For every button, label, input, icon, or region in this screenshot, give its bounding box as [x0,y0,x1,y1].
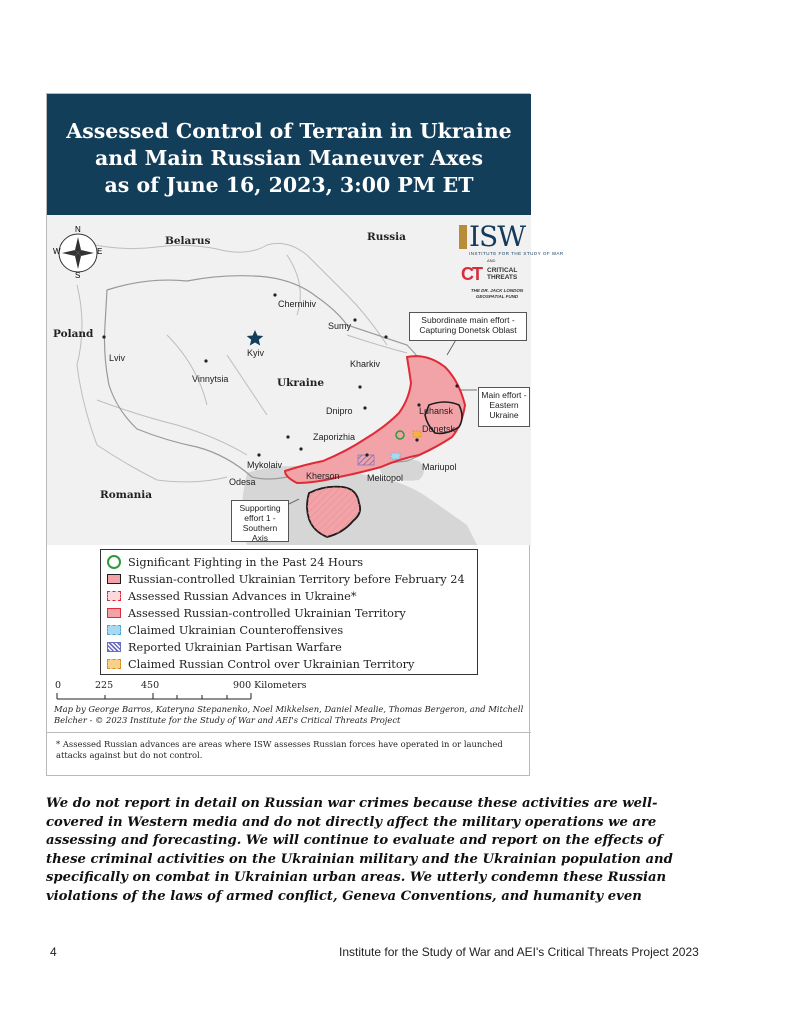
footer-org: Institute for the Study of War and AEI's Critical Threats Project 2023 [339,945,699,959]
city-label-sumy: Sumy [328,321,352,331]
city-dot-kharkiv [384,335,387,338]
compass-s-label: S [75,271,81,280]
legend-label: Assessed Russian Advances in Ukraine* [128,589,357,603]
scale-tick-900: 900 Kilometers [233,680,307,691]
pink-swatch-icon [107,574,121,584]
map-title-line-3: as of June 16, 2023, 3:00 PM ET [104,173,474,197]
claimed-russian-area [413,431,421,437]
compass-e-label: E [97,247,103,256]
body-paragraph [46,795,746,906]
isw-logo-text: ISW [469,220,526,253]
city-dot-dnipro [358,385,361,388]
body-line: We do not report in detail on Russian war crimes because these activities are well- [46,796,658,811]
legend-label: Reported Ukrainian Partisan Warfare [128,640,342,654]
city-dot-chernihiv [273,293,276,296]
city-label-kharkiv: Kharkiv [350,359,381,369]
map-title-banner [47,94,531,215]
city-label-mariupol: Mariupol [422,462,457,472]
hatched-swatch-icon [107,642,121,652]
body-line: covered in Western media and do not directly affect the military operations we are [46,814,657,830]
red-dashed-swatch-icon [107,591,121,601]
scale-tick-225: 225 [95,680,114,691]
blue-dashed-swatch-icon [107,625,121,635]
geospatial-fund-text: THE DR. JACK LONDON GEOSPATIAL FUND [470,288,524,299]
country-label-belarus: Belarus [165,235,211,247]
legend-label: Assessed Russian-controlled Ukrainian Territory [128,606,406,620]
city-dot-odesa [257,453,260,456]
legend-label: Russian-controlled Ukrainian Territory before February 24 [128,572,465,586]
divider [47,732,531,733]
city-label-kherson: Kherson [306,471,340,481]
city-label-vinnytsia: Vinnytsia [192,374,229,384]
body-line: violations of the laws of armed conflict, Geneva Conventions, and humanity even [46,888,642,904]
partisan-area [358,455,374,465]
city-dot-kherson [299,447,302,450]
city-label-kyiv: Kyiv [247,348,265,358]
scale-tick-0: 0 [55,680,62,691]
map-legend [100,549,478,675]
legend-item-partisan [107,639,342,655]
compass-w-label: W [53,247,61,256]
map-figure [46,93,564,776]
isw-logo-icon [459,225,467,249]
ukrainian-counter-area [391,453,400,459]
body-line: these criminal activities on the Ukrainian military and the Ukrainian population and [46,851,673,867]
legend-item-ukrainian-counter [107,622,343,638]
scale-bar [55,680,355,702]
legend-item-claimed-russian [107,656,414,672]
city-label-chernihiv: Chernihiv [278,299,317,309]
callout-subordinate-effort: Subordinate main effort - Capturing Donetsk Oblast [409,312,527,341]
logo-block [457,220,564,308]
city-dot-melitopol [365,453,368,456]
city-label-dnipro: Dnipro [326,406,353,416]
legend-item-russian-advances [107,588,357,604]
legend-item-fighting [107,554,363,570]
city-label-odesa: Odesa [229,477,256,487]
map-title-line-2: and Main Russian Maneuver Axes [94,146,484,170]
city-label-luhansk: Luhansk [419,406,454,416]
ct-logo-text: CRITICAL THREATS [487,267,518,281]
city-label-donetsk: Donetsk [422,424,456,434]
map-title-line-1: Assessed Control of Terrain in Ukraine [66,119,512,143]
isw-logo-subtitle: INSTITUTE FOR THE STUDY OF WAR [469,251,564,256]
city-label-mykolaiv: Mykolaiv [247,460,283,470]
page-number: 4 [50,945,57,959]
scale-tick-450: 450 [141,680,160,691]
city-label-lviv: Lviv [109,353,126,363]
legend-item-russian-control [107,605,406,621]
city-dot-sumy [353,318,356,321]
orange-dashed-swatch-icon [107,659,121,669]
red-swatch-icon [107,608,121,618]
compass-n-label: N [75,225,81,234]
legend-label: Significant Fighting in the Past 24 Hours [128,555,364,569]
country-label-romania: Romania [100,489,153,501]
body-line: assessing and forecasting. We will continue to evaluate and report on the effects of [46,833,663,848]
country-label-poland: Poland [53,328,94,340]
legend-item-pre-feb24 [107,571,465,587]
country-label-ukraine: Ukraine [277,377,325,389]
country-label-russia: Russia [367,231,406,243]
city-dot-zaporizhia [363,406,366,409]
map-credit: Map by George Barros, Kateryna Stepanenko, Noel Mikkelsen, Daniel Mealie, Thomas Bergeron, and Mitchell Belcher - © 2023 Institute for the Study of War and AEI's Critical Threats Project [54,704,524,725]
legend-label: Claimed Russian Control over Ukrainian Territory [128,657,415,671]
green-circle-icon [107,555,121,569]
body-line: specifically on combat in Ukrainian urban areas. We utterly condemn these Russian [46,870,667,885]
scale-bar-line [57,692,257,702]
city-dot-mykolaiv [286,435,289,438]
callout-main-effort: Main effort - Eastern Ukraine [478,387,530,427]
city-label-melitopol: Melitopol [367,473,404,483]
callout-supporting-effort: Supporting effort 1 - Southern Axis [231,500,289,542]
ct-logo-mark: CT [461,264,481,284]
city-dot-vinnytsia [204,359,207,362]
city-label-zaporizhia: Zaporizhia [313,432,356,442]
city-dot-lviv [102,335,105,338]
legend-label: Claimed Ukrainian Counteroffensives [128,623,344,637]
compass-rose [53,227,103,279]
map-footnote: * Assessed Russian advances are areas where ISW assesses Russian forces have operated in or launched attacks against but do not control. [56,739,503,760]
logo-and: AND [487,258,496,263]
city-dot-luhansk [455,384,458,387]
city-dot-mariupol [415,438,418,441]
